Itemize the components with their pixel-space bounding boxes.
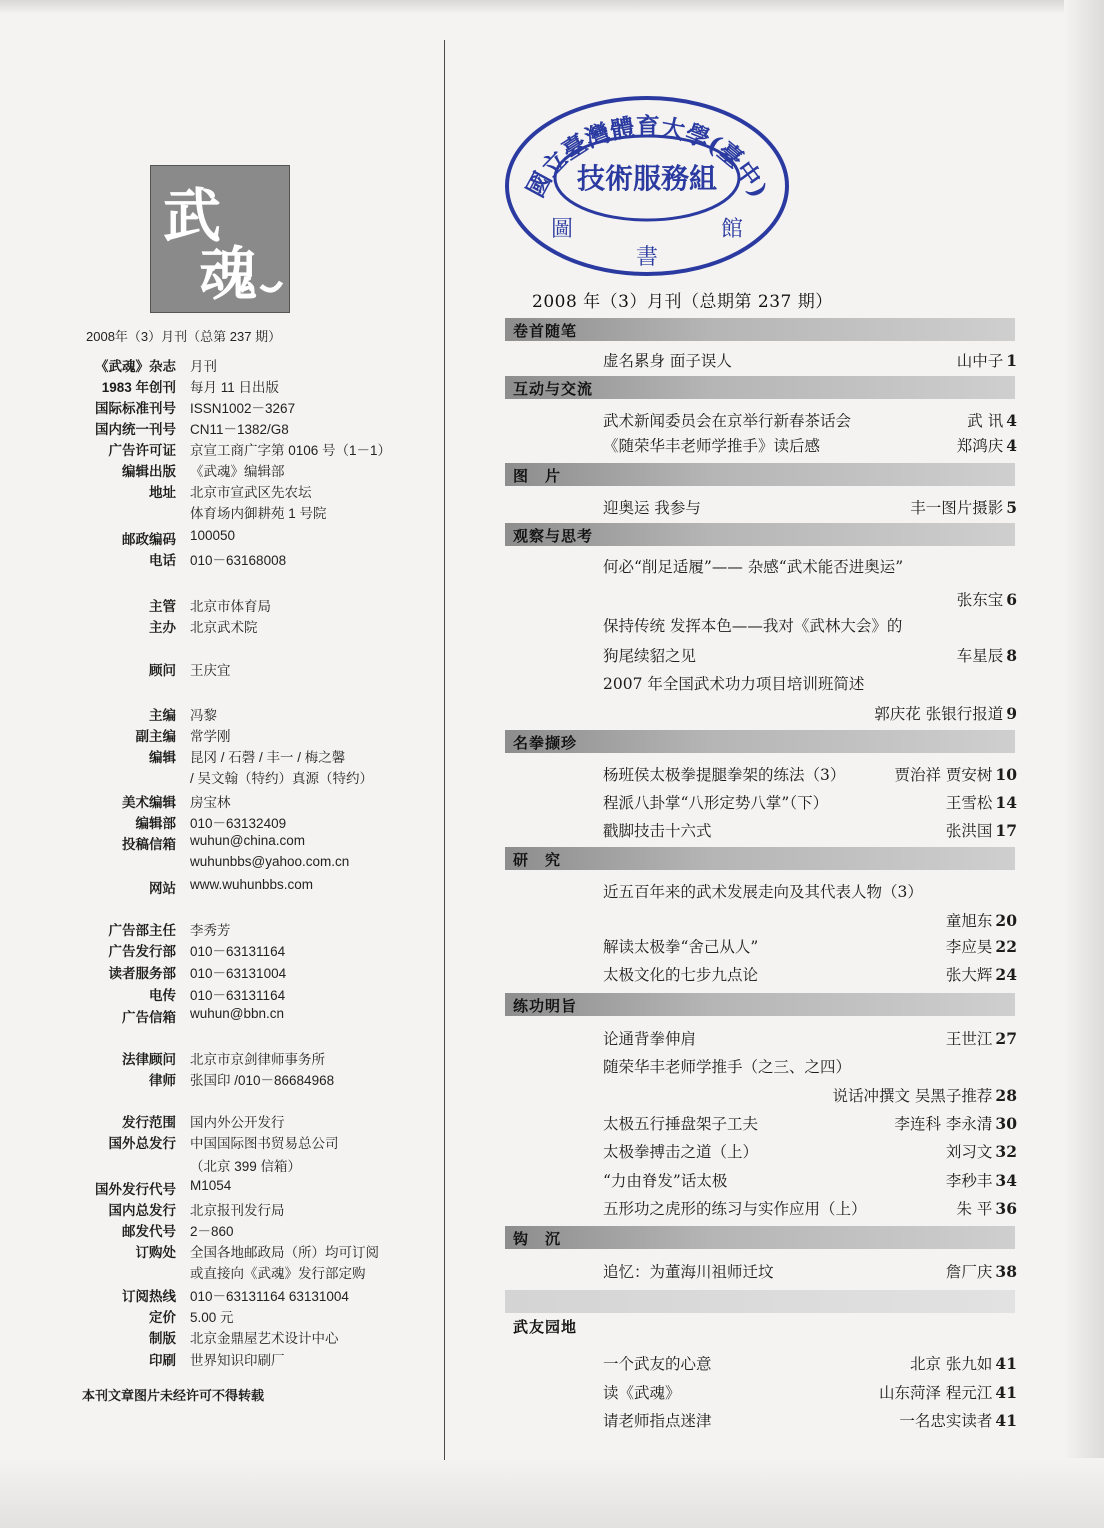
entry-meta — [1014, 672, 1017, 691]
entry-author: 山东菏泽 程元江 — [878, 1384, 993, 1402]
stamp-arc-text: 國立臺灣體育大學(臺中) — [520, 111, 774, 202]
info-row — [0, 1006, 440, 1026]
info-value: 京宣工商广字第 0106 号（1－1） — [190, 443, 392, 458]
toc-entry — [603, 1169, 1017, 1193]
entry-meta — [1014, 880, 1017, 899]
entry-title: “力由脊发”话太极 — [603, 1172, 728, 1190]
entry-meta — [957, 644, 1017, 666]
entry-author: 刘习文 — [945, 1143, 993, 1161]
info-label: 编辑出版 — [122, 464, 176, 479]
entry-page: 32 — [995, 1142, 1017, 1161]
info-row — [0, 962, 440, 982]
info-label: 订购处 — [135, 1245, 176, 1260]
info-label: 编辑部 — [135, 816, 176, 831]
info-label: 顾问 — [149, 663, 176, 678]
info-row — [0, 746, 440, 766]
info-value: 每月 11 日出版 — [190, 380, 280, 395]
entry-page: 17 — [995, 821, 1017, 840]
info-row — [0, 919, 440, 939]
section-title: 研 究 — [513, 852, 562, 869]
info-label: 国际标准刊号 — [95, 401, 176, 416]
info-value: 5.00 元 — [190, 1310, 234, 1325]
toc-entry — [603, 909, 1017, 933]
entry-meta — [894, 1112, 1017, 1134]
toc-entry — [603, 702, 1017, 726]
info-label: 广告部主任 — [108, 923, 176, 938]
info-row — [0, 376, 440, 396]
entry-title: 追忆：为董海川祖师迁坟 — [603, 1263, 774, 1281]
entry-meta — [910, 1352, 1017, 1374]
toc-entry — [603, 496, 1017, 520]
info-label: 网站 — [149, 881, 176, 896]
info-value: 月刊 — [190, 359, 217, 374]
toc-entry — [603, 1140, 1017, 1164]
entry-author: 山中子 — [956, 352, 1004, 370]
info-value: 010－63131004 — [190, 966, 287, 981]
entry-author: 王世江 — [945, 1030, 993, 1048]
entry-author: 丰一图片摄影 — [910, 499, 1004, 517]
entry-meta — [946, 1140, 1017, 1162]
toc-entry — [603, 1112, 1017, 1136]
entry-author: 北京 张九如 — [909, 1355, 993, 1373]
section-title: 武友园地 — [513, 1319, 578, 1336]
info-value: 中国国际图书贸易总公司 — [190, 1136, 339, 1151]
entry-page: 4 — [1006, 436, 1017, 455]
toc-entry — [603, 409, 1017, 433]
entry-author: 张大辉 — [945, 966, 993, 984]
entry-meta — [1014, 614, 1017, 633]
info-value: 世界知识印刷厂 — [190, 1353, 285, 1368]
toc-entry — [603, 434, 1017, 458]
info-label: 国内统一刊号 — [95, 422, 176, 437]
section-title: 观察与思考 — [513, 528, 594, 545]
entry-author: 张洪国 — [945, 822, 993, 840]
toc-entry — [603, 1055, 1017, 1079]
entry-author: 车星辰 — [956, 647, 1004, 665]
entry-author: 詹厂庆 — [945, 1263, 993, 1281]
entry-meta — [899, 1409, 1017, 1431]
info-value: 体育场内御耕苑 1 号院 — [190, 506, 327, 521]
info-row — [0, 439, 440, 459]
info-row — [0, 1178, 440, 1198]
info-row — [0, 1285, 440, 1305]
entry-title: 《随荣华丰老师学推手》读后感 — [603, 437, 821, 455]
info-label: 电话 — [149, 553, 176, 568]
stamp-center-text: 技術服務組 — [576, 162, 718, 195]
info-value: 房宝林 — [190, 795, 231, 810]
info-row — [0, 528, 440, 548]
info-row — [0, 1220, 440, 1240]
toc-entry — [603, 1409, 1017, 1433]
section-bar — [505, 847, 1015, 870]
entry-title: 请老师指点迷津 — [603, 1412, 712, 1430]
info-value: wuhun@china.com — [190, 833, 306, 848]
entry-meta — [874, 702, 1017, 724]
entry-title: 太极文化的七步九点论 — [603, 966, 759, 984]
info-row — [0, 659, 440, 679]
section-title: 卷首随笔 — [513, 323, 578, 340]
copyright-notice: 本刊文章图片未经许可不得转载 — [82, 1388, 265, 1403]
entry-page: 9 — [1006, 704, 1017, 723]
entry-title: 保持传统 发挥本色——我对《武林大会》的 — [603, 617, 903, 635]
info-row — [0, 1048, 440, 1068]
entry-meta — [832, 1084, 1017, 1106]
info-value: 010－63132409 — [190, 816, 287, 831]
info-label: 邮发代号 — [122, 1224, 176, 1239]
info-row — [0, 767, 440, 787]
info-row — [0, 355, 440, 375]
info-value: 北京金鼎屋艺术设计中心 — [190, 1331, 339, 1346]
info-label: 地址 — [149, 485, 176, 500]
info-label: 主编 — [149, 708, 176, 723]
calligraphy-logo-icon — [151, 166, 289, 312]
info-value: www.wuhunbbs.com — [190, 877, 314, 892]
entry-meta — [1014, 555, 1017, 574]
info-row — [0, 1262, 440, 1282]
info-value: 010－63131164 — [190, 988, 286, 1003]
toc-entry — [603, 644, 1017, 668]
info-value: 昆冈 / 石磬 / 丰一 / 梅之馨 — [190, 750, 346, 765]
section-bar — [505, 463, 1015, 486]
entry-author: 李连科 李永清 — [894, 1115, 993, 1133]
toc-entry — [603, 588, 1017, 612]
info-row — [0, 418, 440, 438]
info-label: 印刷 — [149, 1353, 176, 1368]
info-label: 定价 — [149, 1310, 176, 1325]
info-row — [0, 791, 440, 811]
toc-entry — [603, 555, 1017, 579]
issue-line: 2008年（3）月刊（总第 237 期） — [86, 329, 282, 344]
entry-page: 6 — [1006, 590, 1017, 609]
entry-meta — [946, 791, 1017, 813]
info-value: 010－63131164 63131004 — [190, 1289, 349, 1304]
entry-page: 1 — [1006, 351, 1017, 370]
info-row — [0, 549, 440, 569]
info-label: 主办 — [149, 620, 176, 635]
entry-page: 34 — [995, 1171, 1017, 1190]
entry-author: 郭庆花 张银行报道 — [874, 705, 1004, 723]
entry-title: 五形功之虎形的练习与实作应用（上） — [603, 1200, 867, 1218]
info-value: 国内外公开发行 — [190, 1115, 285, 1130]
entry-page: 10 — [995, 765, 1017, 784]
entry-meta — [946, 963, 1017, 985]
info-value: 全国各地邮政局（所）均可订阅 — [190, 1245, 379, 1260]
toc-entry — [603, 819, 1017, 843]
info-label: 投稿信箱 — [122, 837, 176, 852]
info-value: wuhun@bbn.cn — [190, 1006, 285, 1021]
library-stamp — [500, 78, 790, 278]
info-label: 国外总发行 — [108, 1136, 176, 1151]
info-label: 律师 — [149, 1073, 176, 1088]
info-row — [0, 1327, 440, 1347]
entry-meta — [957, 349, 1017, 371]
entry-title: 一个武友的心意 — [603, 1355, 712, 1373]
toc-entry — [603, 1197, 1017, 1221]
entry-page: 8 — [1006, 646, 1017, 665]
info-row — [0, 616, 440, 636]
info-value: 010－63131164 — [190, 944, 286, 959]
toc-entry — [603, 1260, 1017, 1284]
info-row — [0, 940, 440, 960]
info-value: （北京 399 信箱） — [190, 1159, 302, 1174]
entry-page: 38 — [995, 1262, 1017, 1281]
info-label: 法律顾问 — [122, 1052, 176, 1067]
entry-meta — [957, 434, 1017, 456]
entry-page: 24 — [995, 965, 1017, 984]
section-title: 练功明旨 — [513, 998, 578, 1015]
info-row — [0, 1349, 440, 1369]
entry-page: 22 — [995, 937, 1017, 956]
info-value: 王庆宜 — [190, 663, 231, 678]
info-label: 1983 年创刊 — [101, 380, 176, 395]
magazine-logo — [150, 165, 290, 313]
entry-meta — [957, 588, 1017, 610]
info-label: 制版 — [149, 1331, 176, 1346]
entry-title: 程派八卦掌“八形定势八掌”（下） — [603, 794, 829, 812]
info-label: 美术编辑 — [122, 795, 176, 810]
section-bar — [505, 730, 1015, 753]
entry-title: 戳脚技击十六式 — [603, 822, 712, 840]
info-row — [0, 854, 440, 874]
entry-author: 武 讯 — [967, 412, 1004, 430]
info-row — [0, 812, 440, 832]
entry-title: 2007 年全国武术功力项目培训班简述 — [603, 675, 865, 693]
entry-title: 论通背拳伸肩 — [603, 1030, 697, 1048]
info-row — [0, 1241, 440, 1261]
entry-meta — [946, 1169, 1017, 1191]
entry-author: 李秒丰 — [945, 1172, 993, 1190]
entry-page: 41 — [995, 1354, 1017, 1373]
page-edge-shadow — [0, 0, 1104, 14]
info-row — [0, 1069, 440, 1089]
info-value: 或直接向《武魂》发行部定购 — [190, 1266, 366, 1281]
entry-page: 4 — [1006, 411, 1017, 430]
entry-title: 随荣华丰老师学推手（之三、之四） — [603, 1058, 852, 1076]
entry-title: 解读太极拳“舍己从人” — [603, 938, 759, 956]
info-value: CN11－1382/G8 — [190, 422, 289, 437]
page-edge-shadow — [1064, 0, 1104, 1528]
entry-author: 一名忠实读者 — [899, 1412, 993, 1430]
info-row — [0, 1306, 440, 1326]
entry-title: 狗尾续貂之见 — [603, 647, 697, 665]
info-value: 李秀芳 — [190, 923, 231, 938]
toc-entry — [603, 963, 1017, 987]
info-label: 主管 — [149, 599, 176, 614]
entry-meta — [910, 496, 1017, 518]
toc-entry — [603, 880, 1017, 904]
info-value: 张国印 /010－86684968 — [190, 1073, 335, 1088]
section-bar — [505, 1226, 1015, 1249]
column-divider — [444, 40, 445, 1460]
info-value: 《武魂》编辑部 — [190, 464, 285, 479]
library-seal-icon — [500, 78, 790, 278]
section-bar — [505, 376, 1015, 399]
section-title: 名拳撷珍 — [513, 735, 578, 752]
info-value: 010－63168008 — [190, 553, 287, 568]
section-title: 互动与交流 — [513, 381, 594, 398]
entry-author: 郑鸿庆 — [956, 437, 1004, 455]
info-row — [0, 1155, 440, 1175]
info-label: 副主编 — [135, 729, 176, 744]
entry-author: 王雪松 — [945, 794, 993, 812]
info-row — [0, 704, 440, 724]
stamp-bottom-char: 圖 — [550, 217, 574, 242]
entry-meta — [879, 1381, 1017, 1403]
entry-meta — [1014, 1055, 1017, 1074]
info-value: 北京市京剑律师事务所 — [190, 1052, 325, 1067]
info-row — [0, 833, 440, 853]
toc-entry — [603, 1381, 1017, 1405]
section-bar — [505, 318, 1015, 341]
info-row — [0, 725, 440, 745]
info-label: 发行范围 — [122, 1115, 176, 1130]
logo-char-2: 魂 — [199, 240, 258, 308]
info-value: 2－860 — [190, 1224, 234, 1239]
info-value: 北京报刊发行局 — [190, 1203, 285, 1218]
toc-entry — [603, 1027, 1017, 1051]
entry-title: 虚名累身 面子误人 — [603, 352, 732, 370]
info-label: 订阅热线 — [122, 1289, 176, 1304]
entry-meta — [946, 935, 1017, 957]
toc-entry — [603, 1352, 1017, 1376]
toc-entry — [603, 672, 1017, 696]
entry-page: 27 — [995, 1029, 1017, 1048]
entry-author: 贾治祥 贾安树 — [894, 766, 993, 784]
entry-page: 5 — [1006, 498, 1017, 517]
info-value: 冯黎 — [190, 708, 217, 723]
entry-meta — [946, 819, 1017, 841]
info-value: 常学刚 — [190, 729, 231, 744]
info-value: ISSN1002－3267 — [190, 401, 296, 416]
entry-title: 太极拳搏击之道（上） — [603, 1143, 759, 1161]
info-value: M1054 — [190, 1178, 232, 1193]
entry-author: 说话冲撰文 吴黑子推荐 — [832, 1087, 993, 1105]
info-label: 国内总发行 — [108, 1203, 176, 1218]
info-label: 广告许可证 — [108, 443, 176, 458]
section-title: 钩 沉 — [513, 1231, 562, 1248]
entry-title: 杨班侯太极拳提腿拳架的练法（3） — [603, 766, 846, 784]
info-row — [0, 1132, 440, 1152]
entry-page: 36 — [995, 1199, 1017, 1218]
entry-meta — [946, 1260, 1017, 1282]
info-row — [0, 984, 440, 1004]
entry-author: 朱 平 — [956, 1200, 993, 1218]
info-label: 编辑 — [149, 750, 176, 765]
entry-meta — [894, 763, 1017, 785]
logo-char-1: 武 — [163, 182, 222, 250]
entry-page: 28 — [995, 1086, 1017, 1105]
entry-page: 41 — [995, 1383, 1017, 1402]
toc-entry — [603, 791, 1017, 815]
entry-title: 迎奥运 我参与 — [603, 499, 701, 517]
info-label: 读者服务部 — [108, 966, 176, 981]
entry-page: 20 — [995, 911, 1017, 930]
info-row — [0, 1199, 440, 1219]
entry-page: 41 — [995, 1411, 1017, 1430]
entry-page: 14 — [995, 793, 1017, 812]
stamp-bottom-char: 館 — [720, 217, 744, 242]
entry-title: 太极五行捶盘架子工夫 — [603, 1115, 759, 1133]
info-row — [0, 397, 440, 417]
info-label: 邮政编码 — [122, 532, 176, 547]
entry-meta — [946, 909, 1017, 931]
info-value: / 吴文翰（特约）真源（特约） — [190, 771, 374, 786]
toc-entry — [603, 935, 1017, 959]
info-value: 北京武术院 — [190, 620, 258, 635]
info-row — [0, 1111, 440, 1131]
entry-title: 武术新闻委员会在京举行新春茶话会 — [603, 412, 852, 430]
entry-title: 近五百年来的武术发展走向及其代表人物（3） — [603, 883, 923, 901]
section-title: 图 片 — [513, 468, 562, 485]
entry-author: 张东宝 — [956, 591, 1004, 609]
info-label: 广告发行部 — [108, 944, 176, 959]
info-row — [0, 481, 440, 501]
stamp-bottom-char: 書 — [635, 245, 659, 270]
info-row — [0, 595, 440, 615]
entry-meta — [967, 409, 1017, 431]
entry-page: 30 — [995, 1114, 1017, 1133]
entry-meta — [956, 1197, 1017, 1219]
section-bar — [505, 523, 1015, 546]
toc-entry — [603, 614, 1017, 638]
section-bar — [505, 1290, 1015, 1336]
info-value: 北京市体育局 — [190, 599, 271, 614]
info-row — [0, 502, 440, 522]
entry-title: 读《武魂》 — [603, 1384, 681, 1402]
info-value: 100050 — [190, 528, 236, 543]
toc-entry — [603, 763, 1017, 787]
info-label: 《武魂》杂志 — [95, 359, 176, 374]
entry-author: 童旭东 — [945, 912, 993, 930]
toc-entry — [603, 1084, 1017, 1108]
info-label: 国外发行代号 — [95, 1182, 176, 1197]
entry-author: 李应昊 — [945, 938, 993, 956]
info-value: 北京市宣武区先农坛 — [190, 485, 312, 500]
entry-title: 何必“削足适履”—— 杂感“武术能否进奥运” — [603, 558, 904, 576]
toc-header: 2008 年（3）月刊（总期第 237 期） — [532, 292, 833, 312]
info-row — [0, 460, 440, 480]
info-label: 电传 — [149, 988, 176, 1003]
section-bar — [505, 993, 1015, 1016]
page-edge-shadow — [0, 1458, 1104, 1528]
info-value: wuhunbbs@yahoo.com.cn — [190, 854, 350, 869]
entry-meta — [946, 1027, 1017, 1049]
info-row — [0, 877, 440, 897]
toc-entry — [603, 349, 1017, 373]
info-label: 广告信箱 — [122, 1010, 176, 1025]
